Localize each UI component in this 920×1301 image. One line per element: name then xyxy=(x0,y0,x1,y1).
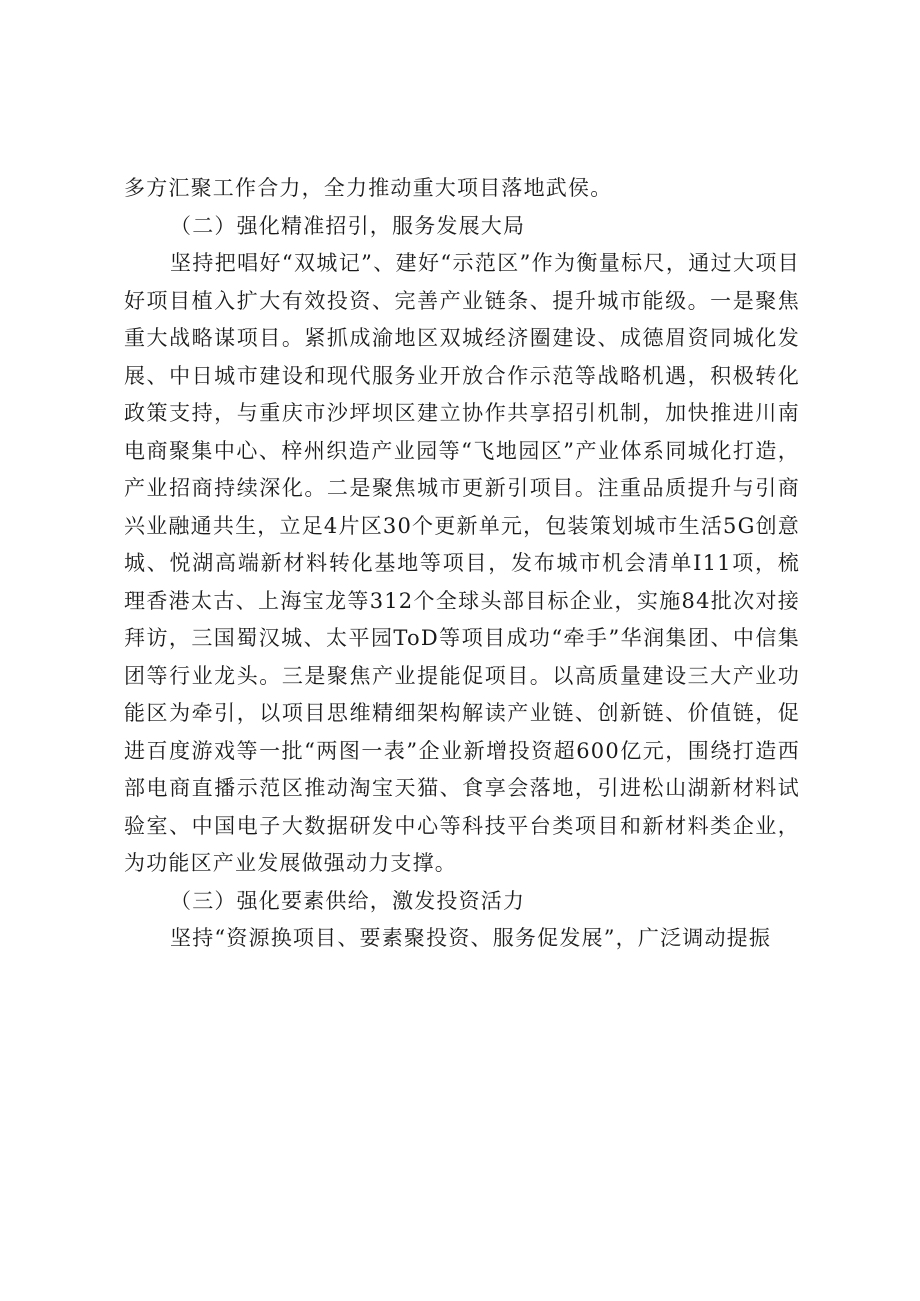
paragraph-section-3-body: 坚持“资源换项目、要素聚投资、服务促发展”，广泛调动提振 xyxy=(170,926,772,950)
paragraph-section-2-body: 坚持把唱好“双城记”、建好“示范区”作为衡量标尺，通过大项目好项目植入扩大有效投资、完善产业链条、提升城市能级。一是聚焦重大战略谋项目。紧抓成渝地区双城经济圈建设、成德眉资同城化发展、中日城市建设和现代服务业开放合作示范等战略机遇，积极转化政策支持，与重庆市沙坪坝区建立协作共享招引机制，加快推进川南电商聚集中心、梓州织造产业园等“飞地园区”产业体系同城化打造，产业招商持续深化。二是聚焦城市更新引项目。注重品质提升与引商兴业融通共生，立足4片区30个更新单元，包装策划城市生活5G创意城、悦湖高端新材料转化基地等项目，发布城市机会清单I11项，梳理香港太古、上海宝龙等312个全球头部目标企业，实施84批次对接拜访，三国蜀汉城、太平园ToD等项目成功“牵手”华润集团、中信集团等行业龙头。三是聚焦产业提能促项目。以高质量建设三大产业功能区为牵引，以项目思维精细架构解读产业链、创新链、价值链，促进百度游戏等一批“两图一表”企业新增投资超600亿元，围绕打造西部电商直播示范区推动淘宝天猫、食享会落地，引进松山湖新材料试验室、中国电子大数据研发中心等科技平台类项目和新材料类企业，为功能区产业发展做强动力支撑。 xyxy=(124,251,800,875)
section-heading-3: （三）强化要素供给，激发投资活力 xyxy=(170,888,526,913)
document-body xyxy=(124,170,800,958)
section-heading-2: （二）强化精准招引，服务发展大局 xyxy=(170,213,526,238)
paragraph-continuation: 多方汇聚工作合力，全力推动重大项目落地武侯。 xyxy=(124,176,613,200)
